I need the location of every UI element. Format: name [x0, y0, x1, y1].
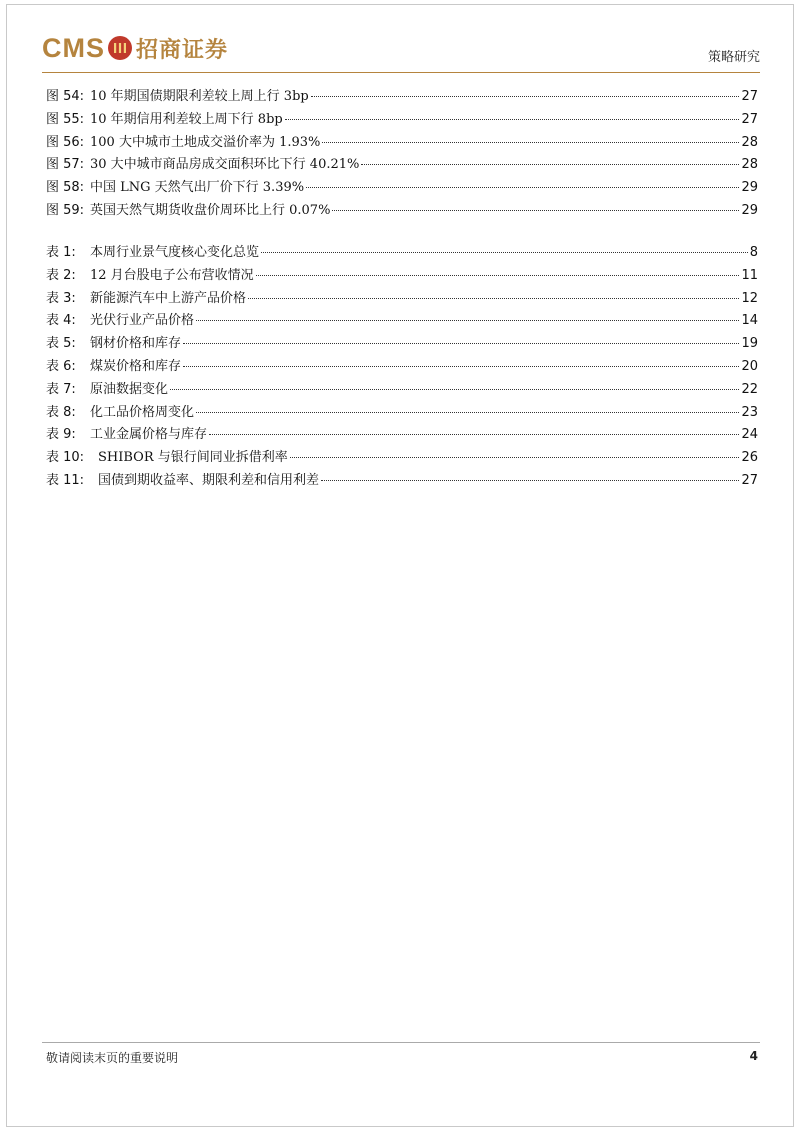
toc-label: 图 59:: [46, 202, 85, 218]
footer-page-number: 4: [749, 1049, 758, 1063]
toc-label: 表 4:: [46, 313, 76, 329]
toc-entry-table-1[interactable]: [46, 242, 758, 265]
table-list: [46, 242, 758, 493]
toc-label: 图 57:: [46, 157, 85, 173]
dot-leader: [285, 119, 740, 120]
page-header: [0, 0, 802, 74]
dot-leader: [321, 480, 739, 481]
toc-page-number: 19: [741, 336, 758, 352]
toc-page-number: 24: [741, 427, 758, 443]
dot-leader: [306, 187, 739, 188]
toc-page-number: 27: [741, 472, 758, 488]
dot-leader: [183, 343, 739, 344]
figure-list: [46, 86, 758, 223]
dot-leader: [196, 320, 739, 321]
toc-entry-table-2[interactable]: [46, 265, 758, 288]
dot-leader: [196, 412, 739, 413]
toc-entry-figure-54[interactable]: [46, 86, 758, 109]
toc-page-number: 23: [741, 404, 758, 420]
toc-title: 本周行业景气度核心变化总览: [90, 245, 260, 260]
toc-entry-table-6[interactable]: [46, 356, 758, 379]
toc-title: 英国天然气期货收盘价周环比上行 0.07%: [90, 202, 331, 218]
toc-label: 表 7:: [46, 381, 76, 397]
toc-page-number: 29: [741, 180, 758, 196]
report-section: 策略研究: [707, 50, 760, 65]
toc-label: 表 1:: [46, 245, 76, 260]
dot-leader: [311, 96, 740, 97]
toc-entry-table-11[interactable]: [46, 470, 758, 493]
toc-title: 12 月台股电子公布营收情况: [90, 267, 254, 283]
toc-page-number: 28: [741, 157, 758, 173]
dot-leader: [290, 457, 740, 458]
toc-entry-table-4[interactable]: [46, 310, 758, 333]
toc-entry-table-9[interactable]: [46, 424, 758, 447]
toc-page-number: 29: [741, 202, 758, 218]
logo-cms-text: CMS: [42, 32, 105, 63]
dot-leader: [332, 210, 739, 211]
dot-leader: [248, 298, 739, 299]
toc-label: 图 58:: [46, 180, 85, 196]
dot-leader: [322, 142, 739, 143]
logo-chinese-name: 招商证券: [136, 36, 229, 63]
toc-entry-figure-59[interactable]: [46, 200, 758, 223]
toc-page-number: 27: [741, 111, 758, 127]
toc-entry-figure-56[interactable]: [46, 132, 758, 155]
toc-title: 新能源汽车中上游产品价格: [90, 290, 247, 306]
toc-title: 工业金属价格与库存: [90, 427, 208, 443]
company-logo: [42, 33, 228, 63]
toc-page-number: 28: [741, 134, 758, 150]
toc-label: 表 10:: [46, 450, 85, 466]
toc-label: 表 6:: [46, 358, 76, 374]
toc-page-number: 12: [741, 290, 758, 306]
dot-leader: [209, 434, 739, 435]
toc-title: 30 大中城市商品房成交面积环比下行 40.21%: [90, 157, 360, 173]
toc-label: 图 54:: [46, 89, 85, 104]
toc-title: 10 年期国债期限利差较上周上行 3bp: [90, 89, 309, 104]
toc-label: 表 5:: [46, 336, 76, 352]
toc-page-number: 22: [741, 381, 758, 397]
toc-title: 原油数据变化: [90, 381, 169, 397]
toc-entry-table-10[interactable]: [46, 447, 758, 470]
toc-title: 10 年期信用利差较上周下行 8bp: [90, 111, 283, 127]
toc-page-number: 27: [741, 89, 758, 104]
toc-label: 表 8:: [46, 404, 76, 420]
dot-leader: [361, 164, 739, 165]
toc-entry-figure-57[interactable]: [46, 154, 758, 177]
dot-leader: [256, 275, 740, 276]
toc-entry-table-8[interactable]: [46, 402, 758, 425]
toc-entry-figure-58[interactable]: [46, 177, 758, 200]
toc-title: 化工品价格周变化: [90, 404, 195, 420]
toc-label: 表 3:: [46, 290, 76, 306]
toc-page-number: 14: [741, 313, 758, 329]
toc-label: 图 56:: [46, 134, 85, 150]
toc-title: SHIBOR 与银行间同业拆借利率: [98, 450, 288, 466]
toc-label: 表 9:: [46, 427, 76, 443]
footer-disclaimer: 敬请阅读末页的重要说明: [46, 1051, 179, 1065]
toc-label: 图 55:: [46, 111, 85, 127]
dot-leader: [170, 389, 739, 390]
toc-entry-table-7[interactable]: [46, 379, 758, 402]
toc-title: 国债到期收益率、期限利差和信用利差: [98, 472, 320, 488]
dot-leader: [183, 366, 739, 367]
toc-title: 光伏行业产品价格: [90, 313, 195, 329]
toc-page-number: 8: [749, 245, 758, 260]
footer-divider: [42, 1042, 760, 1043]
toc-page-number: 11: [741, 267, 758, 283]
toc-label: 表 2:: [46, 267, 76, 283]
toc-title: 煤炭价格和库存: [90, 358, 182, 374]
toc-entry-table-3[interactable]: [46, 288, 758, 311]
toc-label: 表 11:: [46, 472, 85, 488]
toc-entry-figure-55[interactable]: [46, 109, 758, 132]
logo-emblem-icon: [108, 36, 132, 60]
header-divider: [42, 72, 760, 73]
toc-page-number: 26: [741, 450, 758, 466]
toc-title: 100 大中城市土地成交溢价率为 1.93%: [90, 134, 321, 150]
toc-entry-table-5[interactable]: [46, 333, 758, 356]
dot-leader: [261, 252, 748, 253]
toc-title: 钢材价格和库存: [90, 336, 182, 352]
toc-page-number: 20: [741, 358, 758, 374]
toc-title: 中国 LNG 天然气出厂价下行 3.39%: [90, 180, 305, 196]
